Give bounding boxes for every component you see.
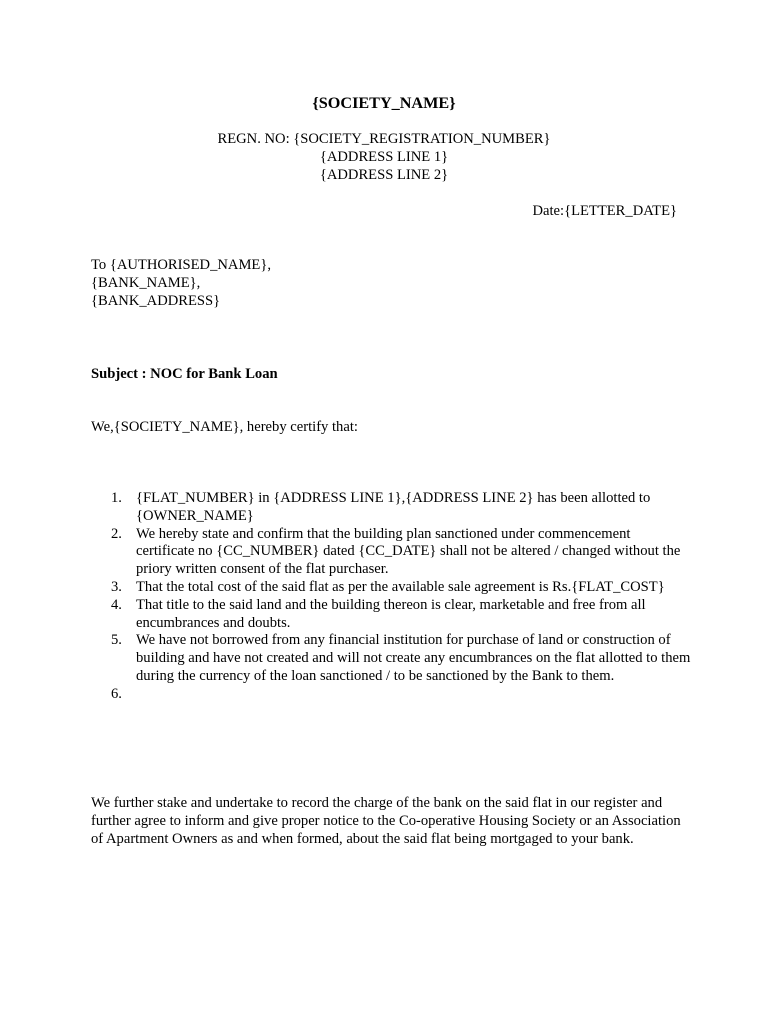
certify-intro: We,{SOCIETY_NAME}, hereby certify that: — [91, 419, 358, 435]
list-item-number: 3. — [111, 578, 122, 595]
letter-subject: Subject : NOC for Bank Loan — [91, 366, 278, 382]
list-item — [91, 526, 691, 579]
recipient-authorised-name: To {AUTHORISED_NAME}, — [91, 257, 271, 273]
society-name-title: {SOCIETY_NAME} — [312, 94, 456, 112]
list-item-number: 2. — [111, 525, 122, 542]
list-item-number: 4. — [111, 596, 122, 613]
list-item — [91, 632, 691, 685]
certification-list — [91, 490, 691, 704]
list-item-number: 1. — [111, 490, 122, 506]
list-item-text: That title to the said land and the building thereon is clear, marketable and free from all encumbrances and doubts. — [136, 596, 646, 631]
recipient-bank-name: {BANK_NAME}, — [91, 274, 201, 291]
list-item-text: {FLAT_NUMBER} in {ADDRESS LINE 1},{ADDRESS LINE 2} has been allotted to {OWNER_NAME} — [136, 490, 651, 524]
address-line-2: {ADDRESS LINE 2} — [319, 166, 449, 183]
address-line-1: {ADDRESS LINE 1} — [319, 148, 449, 165]
list-item-text: We hereby state and confirm that the building plan sanctioned under commencement certificate no {CC_NUMBER} dated {CC_DATE} shall not be altered / changed without the priory written consent of the flat purchaser. — [136, 525, 681, 578]
list-item-text — [136, 686, 691, 704]
list-item — [91, 579, 691, 597]
list-item — [91, 686, 691, 704]
list-item — [91, 490, 691, 526]
list-item-number: 6. — [111, 685, 122, 702]
list-item-text: That the total cost of the said flat as per the available sale agreement is Rs.{FLAT_COST} — [136, 578, 665, 595]
list-item-text: We have not borrowed from any financial institution for purchase of land or construction of building and have not created and will not create any encumbrances on the flat allotted to them during the currency of the loan sanctioned / to be sanctioned by the Bank to them. — [136, 632, 691, 684]
letter-date: Date:{LETTER_DATE} — [532, 203, 677, 219]
society-header-block — [0, 131, 768, 184]
registration-number-line: REGN. NO: {SOCIETY_REGISTRATION_NUMBER} — [217, 131, 551, 147]
list-item — [91, 597, 691, 633]
list-item-number: 5. — [111, 632, 122, 649]
recipient-bank-address: {BANK_ADDRESS} — [91, 292, 221, 309]
closing-paragraph: We further stake and undertake to record the charge of the bank on the said flat in our register and further agree to inform and give proper notice to the Co-operative Housing Society or an Association of Apartment Owners as and when formed, about the said flat being mortgaged to your bank. — [91, 795, 681, 847]
recipient-block — [91, 257, 271, 310]
